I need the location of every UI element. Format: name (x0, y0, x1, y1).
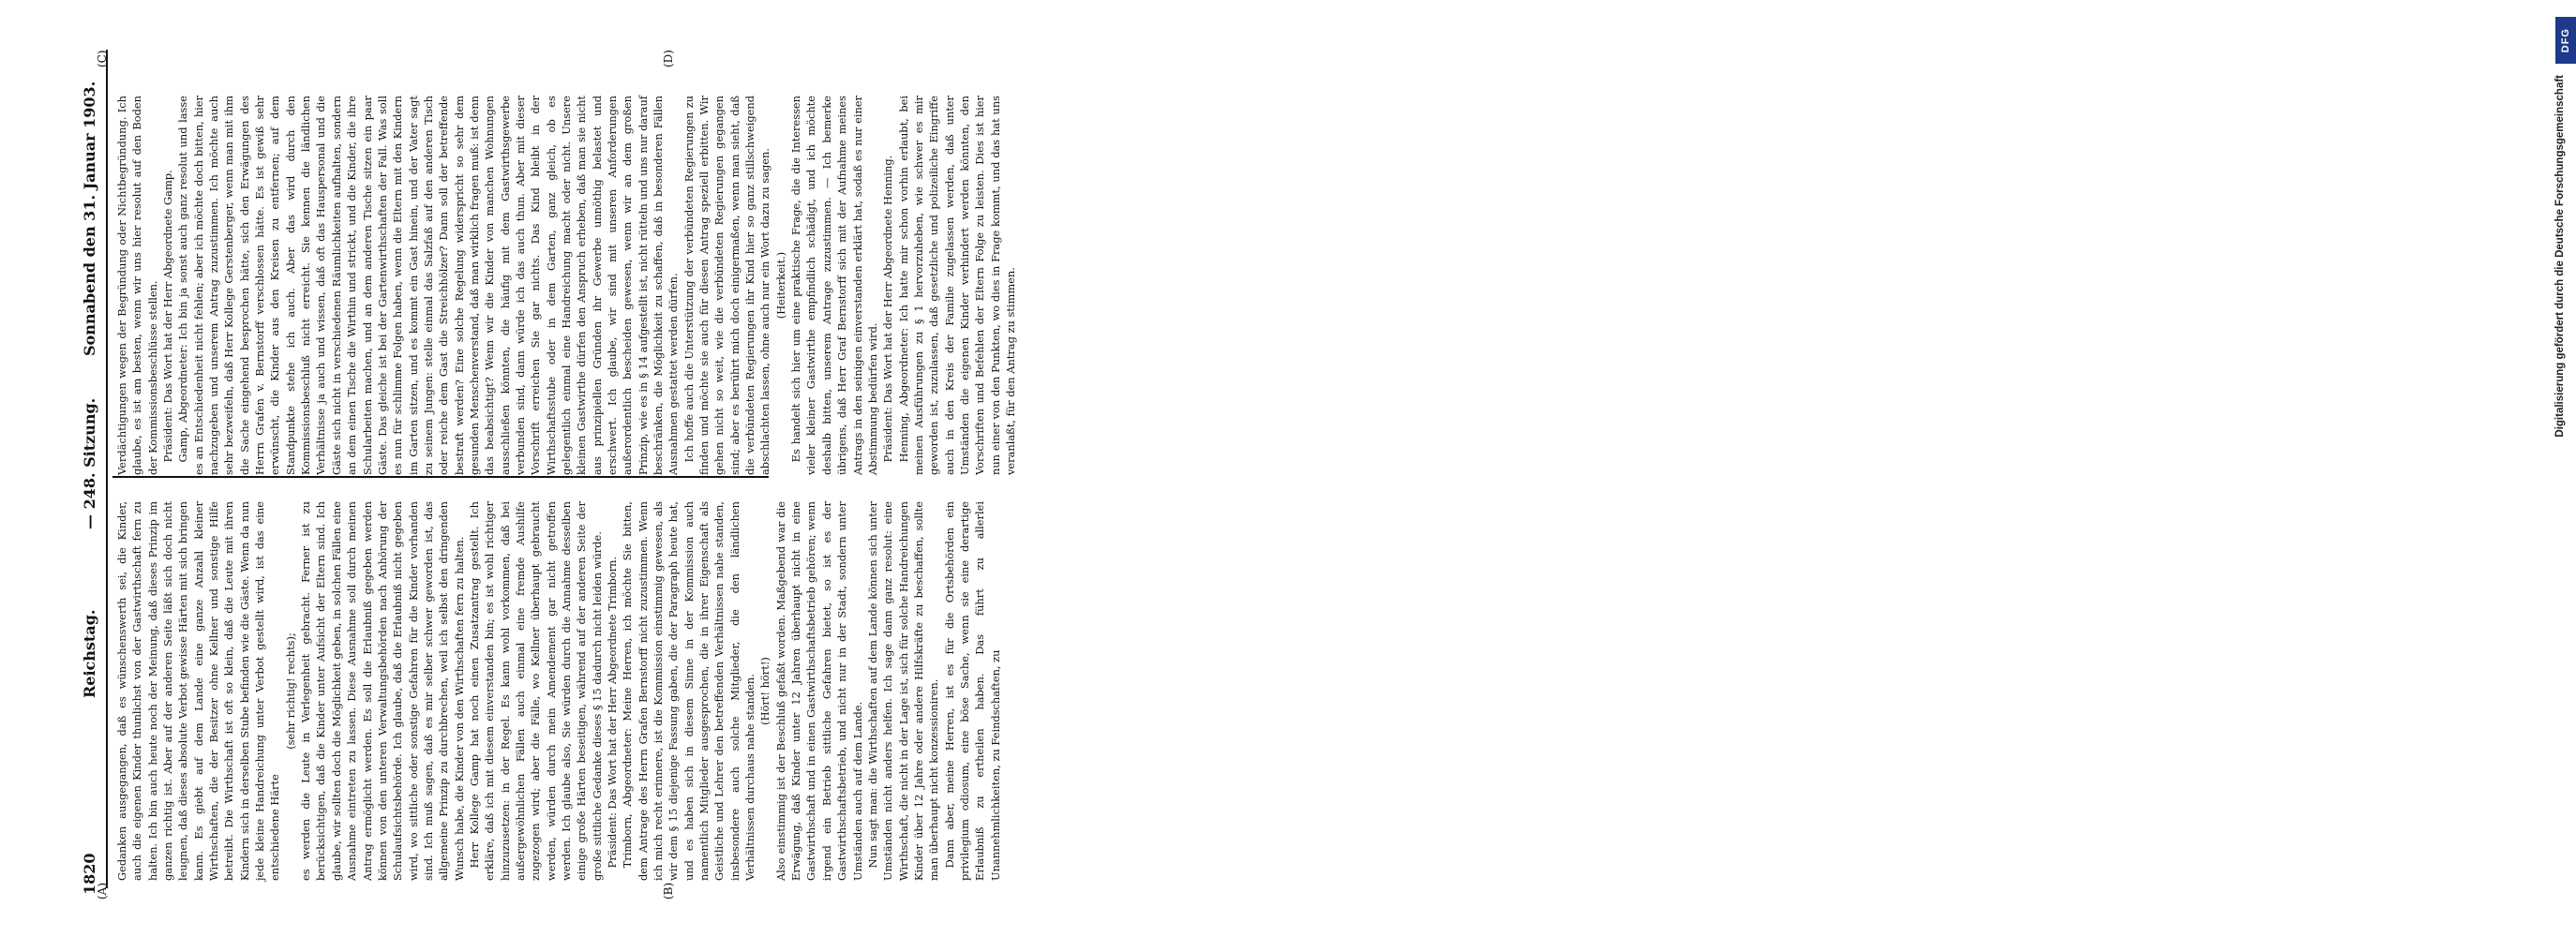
paragraph: Herr Kollege Gamp hat noch einen Zusatzantrag gestellt. Ich erkläre, daß ich mit diesem einverstanden bin; es ist wohl richtiger hinzuzusetzen: in der Regel. Es kann wohl vorkommen, daß bei außergewöhnlichen Fällen auch einmal eine fremde Aushilfe zugezogen wird; aber die Fälle, wo Kellner überhaupt gebraucht werden, würden durch mein Amendement gar nicht getroffen werden. Ich glaube also, Sie würden durch die Annahme desselben einige große Härten beseitigen, während auf der anderen Seite der große sittliche Gedanke dieses § 15 dadurch nicht leiden würde. (467, 501, 604, 881)
interjection: (sehr richtig! rechts); (283, 632, 297, 750)
dfg-logo-text: DFG (2560, 27, 2571, 53)
paragraph: Es handelt sich hier um eine praktische Frage, die die Interessen vieler kleiner Gastwirthe empfindlich schädigt, und ich möchte deshalb bitten, unserem Antrage zuzustimmen. — Ich bemerke übrigens, daß Herr Graf Bernstorff sich mit der Aufnahme meines Antrags in den seinigen einverstanden erklärt hat, sodaß es nur einer Abstimmung bedürfen wird. (789, 96, 879, 475)
speaker-announcement: Präsident: Das Wort hat der Herr Abgeordnete Trimborn. (606, 556, 619, 869)
margin-marker-b: (B) (662, 882, 675, 900)
paragraph: Nun sagt man: die Wirthschaften auf dem Lande können sich unter Umständen nicht anders helfen. Ich sage dann ganz resolut: eine Wirthschaft, die nicht in der Lage ist, sich für solche Handreichungen Kinder über 12 Jahre oder andere Hilfskräfte zu beschaffen, sollte man überhaupt nicht konzessioniren. (865, 501, 941, 881)
speaker-announcement: Präsident: Das Wort hat der Herr Abgeordnete Gamp. (161, 170, 175, 463)
header-rule (106, 50, 108, 888)
paragraph: Gedanken ausgegangen, daß es wünschenswerth sei, die Kinder, auch die eigenen Kinder thunlichst von der Gastwirthschaft fern zu halten. Ich bin auch heute noch der Meinung, daß dieses Prinzip im ganzen richtig ist. Aber auf der anderen Seite läßt sich doch nicht leugnen, daß dieses absolute Verbot gewisse Härten mit sich bringen kann. Es giebt auf dem Lande eine ganze Anzahl kleiner Wirthschaften, die der Besitzer ohne Kellner und sonstige Hilfe betreibt. Die Wirthschaft ist oft so klein, daß die Leute mit ihren Kindern sich in derselben Stube befinden wie die Gäste. Wenn da nun jede kleine Handreichung unter Verbot gestellt wird, ist das eine entschiedene Härte (115, 501, 282, 881)
funding-notice: Digitalisierung gefördert durch die Deutsche Forschungsgemeinschaft (2554, 75, 2566, 438)
page-header (73, 47, 105, 895)
speaker-announcement: Präsident: Das Wort hat der Herr Abgeordnete Henning. (881, 155, 895, 463)
header-date: Sonnabend den 31. Januar 1903. (81, 81, 98, 356)
margin-marker-d: (D) (662, 50, 675, 67)
dfg-logo (2555, 17, 2576, 64)
paragraph: Gamp, Abgeordneter: Ich bin ja sonst auch ganz resolut und lasse es an Entschiedenheit nicht fehlen; aber ich möchte doch bitten, hier nachzugeben und unserem Antrag zuzustimmen. Ich möchte auch sehr bezweifeln, daß Herr Kollege Gerstenberger, wenn man mit ihm die Sache eingehend besprochen hätte, sich den Erwägungen des Herrn Grafen v. Bernstorff verschlossen hätte. Es ist gewiß sehr erwünscht, die Kinder aus den Kreisen zu entfernen; auf dem Standpunkte stehe ich auch. Aber das wird durch den Kommissionsbeschluß nicht erreicht. Sie kennen die ländlichen Verhältnisse ja auch und wissen, daß oft das Hauspersonal und die Gäste sich nicht in verschiedenen Räumlichkeiten aufhalten, sondern an dem einen Tische die Wirthin und strickt, und die Kinder, die ihre Schularbeiten machen, und an dem anderen Tische sitzen ein paar Gäste. Das gleiche ist bei der Gartenwirthschaften der Fall. Was soll es nun für schlimme Folgen haben, wenn die Eltern mit den Kindern im Garten sitzen, und es kommt ein Gast hinein, und der Vater sagt zu seinem Jungen: stelle einmal das Salzfaß auf den anderen Tisch oder reiche dem Gast die Streichhölzer? Dann soll der betreffende bestraft werden? Eine solche Regelung widerspricht so sehr dem gesunden Menschenverstand, daß man wirklich fragen muß: ist denn das beabsichtigt? Wenn wir die Kinder von manchen Wohnungen ausschließen könnten, die häufig mit dem Gastwirthsgewerbe verbunden sind, dann würde ich das auch thun. Aber mit dieser Vorschrift erreichen Sie gar nichts. Das Kind bleibt in der Wirthschaftsstube oder in dem Garten, ganz gleich, ob es gelegentlich einmal eine Handreichung macht oder nicht. Unsere kleinen Gastwirthe dürfen den Anspruch erheben, daß man sie nicht aus prinzipiellen Gründen ihr Gewerbe unnöthig belastet und erschwert. Ich glaube, wir sind mit unseren Anforderungen außerordentlich bescheiden gewesen, wenn wir an dem großen Prinzip, wie es in § 14 aufgestellt ist, nicht rütteln und uns nur darauf beschränken, die Möglichkeit zu schaffen, daß in besonderen Fällen Ausnahmen gestattet werden dürfen. (176, 96, 681, 475)
interjection: (Hört! hört!) (758, 657, 772, 725)
interjection: (Heiterkeit.) (773, 251, 787, 320)
right-text-column (114, 96, 1017, 475)
header-reichstag: Reichstag. (81, 609, 98, 698)
paragraph: Also einstimmig ist der Beschluß gefaßt worden. Maßgebend war die Erwägung, daß Kinder unter 12 Jahren überhaupt nicht in eine Gastwirthschaft und in einen Gastwirthschaftsbetrieb gehören; wenn irgend ein Betrieb sittliche Gefahren bietet, so ist es der Gastwirthschaftsbetrieb, und nicht nur in der Stadt, sondern unter Umständen auch auf dem Lande. (773, 501, 864, 881)
paragraph: Dann aber, meine Herren, ist es für die Ortsbehörden ein privilegium odiosum, eine böse Sache, wenn sie eine derartige Erlaubniß zu ertheilen haben. Das führt zu allerlei Unannehmlichkeiten, zu Feindschaften, zu (942, 501, 1002, 881)
column-separator (112, 476, 769, 478)
left-text-column (114, 501, 1002, 881)
page-number: 1820 (81, 853, 98, 895)
paragraph: Ich hoffe auch die Unterstützung der verbündeten Regierungen zu finden und möchte sie auch für diesen Antrag speziell erbitten. Wir gehen nicht so weit, wie die verbündeten Regierungen gegangen sind; aber es berührt mich doch einigermaßen, wenn man sieht, daß die verbündeten Regierungen ihr Kind hier so ganz stillschweigend abschlachten lassen, ohne auch nur ein Wort dazu zu sagen. (681, 96, 772, 475)
paragraph: es werden die Leute in Verlegenheit gebracht. Ferner ist zu berücksichtigen, daß die Kinder unter Aufsicht der Eltern sind. Ich glaube, wir sollten doch die Möglichkeit geben, in solchen Fällen eine Ausnahme eintreten zu lassen. Diese Ausnahme soll durch meinen Antrag ermöglicht werden. Es soll die Erlaubniß gegeben werden können von den unteren Verwaltungsbehörden nach Anhörung der Schulaufsichtsbehörde. Ich glaube, daß die Erlaubniß nicht gegeben wird, wo sittliche oder sonstige Gefahren für die Kinder vorhanden sind. Ich muß sagen, daß es mir selber schwer geworden ist, das allgemeine Prinzip zu durchbrechen, weil ich selbst den dringenden Wunsch habe, die Kinder von den Wirthschaften fern zu halten. (299, 501, 466, 881)
paragraph: Trimborn, Abgeordneter: Meine Herren, ich möchte Sie bitten, dem Antrage des Herrn Grafen Bernstorff nicht zuzustimmen. Wenn ich mich recht erinnere, ist die Kommission einstimmig gewesen, als wir dem § 15 diejenige Fassung gaben, die der Paragraph heute hat, und es haben sich in diesem Sinne in der Kommission auch namentlich Mitglieder ausgesprochen, die in ihrer Eigenschaft als Geistliche und Lehrer den betreffenden Verhältnissen nahe standen, insbesondere auch solche Mitglieder, die den ländlichen Verhältnissen durchaus nahe standen. (621, 501, 757, 881)
margin-marker-a: (A) (96, 882, 109, 900)
header-sitzung: — 248. Sitzung. (81, 397, 98, 529)
paragraph: Henning, Abgeordneter: Ich hatte mir schon vorhin erlaubt, bei meinen Ausführungen zu § 1 hervorzuheben, wie schwer es mir geworden ist, zuzulassen, daß gesetzliche und polizeiliche Eingriffe auch in den Kreis der Familie zugelassen werden, daß unter Umständen die eigenen Kinder verhindert werden könnten, den Vorschriften und Befehlen der Eltern Folge zu leisten. Dies ist hier nun einer von den Punkten, wo dies in Frage kommt, und das hat uns veranlaßt, für den Antrag zu stimmen. (896, 96, 1017, 475)
paragraph: Verdächtigungen wegen der Begründung oder Nichtbegründung. Ich glaube, es ist am besten, wenn wir uns hier resolut auf den Boden der Kommissionsbeschlüsse stellen. (115, 96, 159, 475)
funding-sidebar (1272, 0, 2571, 937)
margin-marker-c: (C) (96, 50, 109, 67)
